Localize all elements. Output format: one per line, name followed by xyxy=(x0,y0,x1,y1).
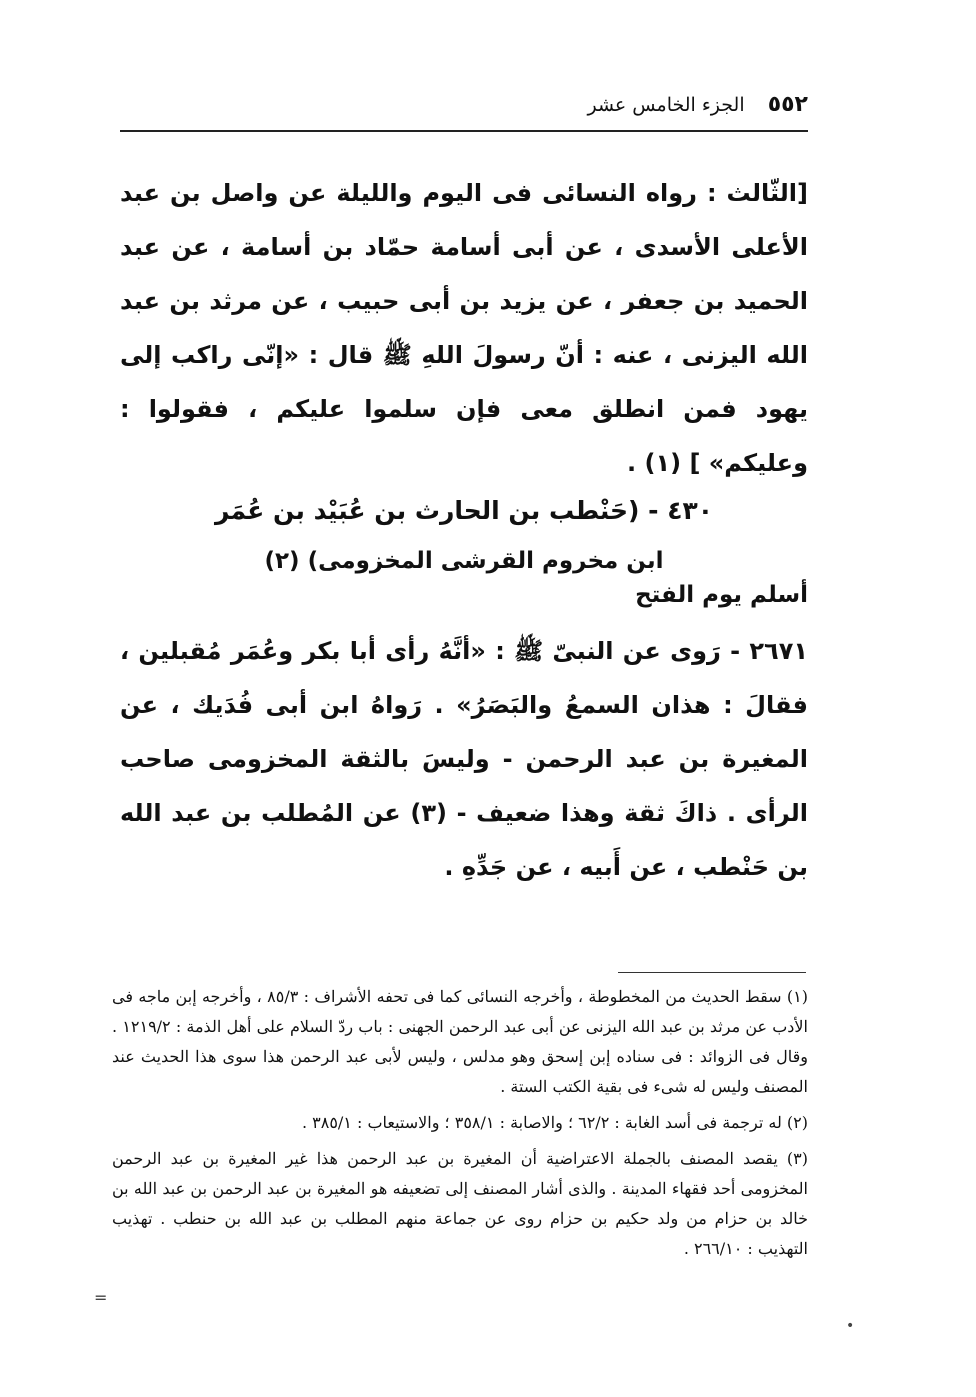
footnote-2: (٢) له ترجمة فى أسد الغابة : ٦٢/٢ ؛ والاصابة : ٣٥٨/١ ؛ والاستيعاب : ٣٨٥/١ . xyxy=(301,1113,808,1132)
page-number: ٥٥٢ xyxy=(767,92,808,117)
section-title-line2: ابن مخروم القرشى المخزومى) (٢) xyxy=(264,548,664,574)
footnote-1: (١) سقط الحديث من المخطوطة ، وأخرجه النسائى كما فى تحفه الأشراف : ٨٥/٣ ، وأخرجه إبن ماجه فى الأدب عن مرثد بن عبد الله اليزنى عن أبى عبد الرحمن الجهنى : باب ردّ السلام على أهل الذمة : ١٢١٩/٢ . وقال فى الزوائد : فى سناده إبن إسحق وهو مدلس ، وليس لأبى عبد الرحمن هذا سوى هذا الحديث عند المصنف وليس له شىء فى بقية الكتب الستة . xyxy=(112,987,809,1096)
header-row xyxy=(587,92,808,117)
footnotes xyxy=(112,982,808,1270)
running-title: الجزء الخامس عشر xyxy=(587,94,745,116)
section-subheading: أسلم يوم الفتح xyxy=(635,582,808,608)
dot-mark: • xyxy=(846,1318,855,1334)
paragraph-first: [الثّالث : رواه النسائى فى اليوم والليلة عن واصل بن عبد الأعلى الأسدى ، عن أبى أسامة حمّاد بن أسامة ، عن عبد الحميد بن جعفر ، عن يزيد بن أبى حبيب ، عن مرثد بن عبد الله اليزنى ، عنه : أنّ رسولَ اللهِ ﷺ قال : «إنّى راكب إلى يهود فمن انطلق معى فإن سلموا عليكم ، فقولوا : وعليكم» ] (١) . xyxy=(120,179,808,477)
margin-mark: = xyxy=(94,1288,108,1307)
footnote-3: (٣) يقصد المصنف بالجملة الاعتراضية أن المغيرة بن عبد الرحمن هذا غير المغيرة بن عبد الرحمن المخزومى أحد فقهاء المدينة . والذى أشار المصنف إلى تضعيفه هو المغيرة بن عبد الرحمن بن عبد الله بن خالد بن حزام من ولد حكيم بن حزام روى عن جماعة منهم المطلب بن عبد الله بن حنطب . تهذيب التهذيب : ٢٦٦/١٠ . xyxy=(112,1149,808,1258)
page-header xyxy=(120,86,808,132)
section-title xyxy=(120,486,808,586)
paragraph-hadith: ٢٦٧١ - رَوى عن النبىّ ﷺ : «أنَّهُ رأى أبا بكر وعُمَر مُقبلين ، فقالَ : هذان السمعُ والبَصَرُ» . رَواهُ ابن أبى فُدَيك ، عن المغيرة بن عبد الرحمن - وليسَ بالثقة المخزومى صاحب الرأى . ذاكَ ثقة وهذا ضعيف - (٣) عن المُطلب بن عبد الله بن حَنْطب ، عن أَبيه ، عن جَدِّهِ . xyxy=(120,637,808,881)
footnote-divider xyxy=(618,972,806,973)
section-title-line1: ٤٣٠ - (حَنْطب بن الحارث بن عُبَيْد بن عُمَر xyxy=(214,496,714,525)
